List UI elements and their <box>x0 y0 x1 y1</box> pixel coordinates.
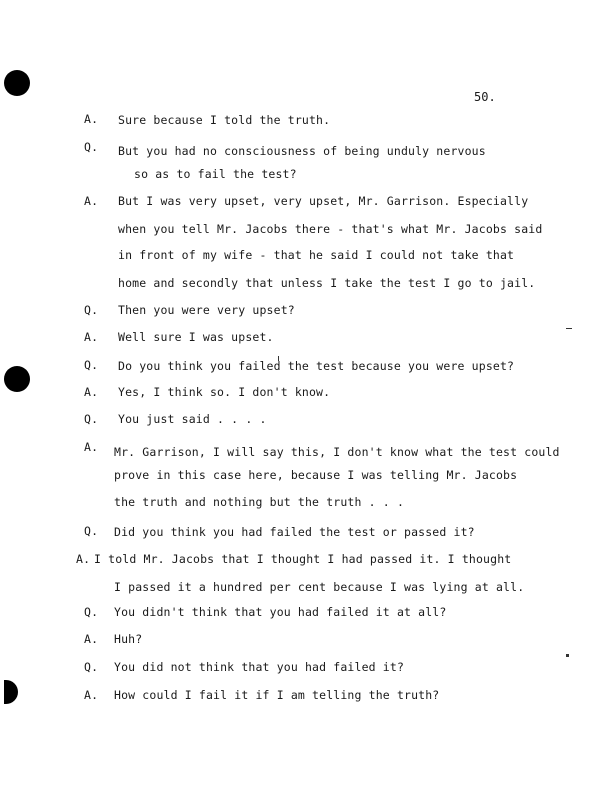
transcript-line: Do you think you failed the test because you were upset? <box>118 359 515 373</box>
speaker-label: A. <box>84 194 99 208</box>
transcript-line: prove in this case here, because I was telling Mr. Jacobs <box>114 468 518 482</box>
speaker-label: A. <box>84 440 99 454</box>
speaker-label: Q. <box>84 140 99 154</box>
speck <box>566 328 572 329</box>
transcript-line: Did you think you had failed the test or passed it? <box>114 525 475 539</box>
speaker-label: A. <box>84 385 99 399</box>
speaker-label: Q. <box>84 412 99 426</box>
transcript-line: But I was very upset, very upset, Mr. Garrison. Especially <box>118 194 529 208</box>
transcript-line: You just said . . . . <box>118 412 267 426</box>
speaker-label: Q. <box>84 524 99 538</box>
speaker-label: A. <box>76 552 91 566</box>
transcript-line: I told Mr. Jacobs that I thought I had passed it. I thought <box>94 552 512 566</box>
transcript-line: when you tell Mr. Jacobs there - that's what Mr. Jacobs said <box>118 222 543 236</box>
speaker-label: Q. <box>84 303 99 317</box>
transcript-line: Sure because I told the truth. <box>118 113 331 127</box>
transcript-line: You did not think that you had failed it? <box>114 660 405 674</box>
speaker-label: A. <box>84 688 99 702</box>
transcript-line: You didn't think that you had failed it at all? <box>114 605 447 619</box>
transcript-line: Then you were very upset? <box>118 303 295 317</box>
speaker-label: Q. <box>84 605 99 619</box>
transcript-line: How could I fail it if I am telling the truth? <box>114 688 440 702</box>
speaker-label: A. <box>84 112 99 126</box>
speaker-label: A. <box>84 330 99 344</box>
page-number: 50. <box>474 90 496 104</box>
transcript-line: home and secondly that unless I take the test I go to jail. <box>118 276 536 290</box>
transcript-line: Mr. Garrison, I will say this, I don't know what the test could <box>114 445 560 459</box>
transcript-line: I passed it a hundred per cent because I was lying at all. <box>114 580 525 594</box>
transcript-line: Huh? <box>114 632 143 646</box>
transcript-line: Yes, I think so. I don't know. <box>118 385 331 399</box>
punch-hole-bottom <box>4 680 18 704</box>
speck <box>566 654 569 657</box>
transcript-line: the truth and nothing but the truth . . . <box>114 495 405 509</box>
speaker-label: Q. <box>84 358 99 372</box>
punch-hole-middle <box>4 366 30 392</box>
transcript-line: in front of my wife - that he said I could not take that <box>118 248 515 262</box>
speaker-label: A. <box>84 632 99 646</box>
speaker-label: Q. <box>84 660 99 674</box>
transcript-line: But you had no consciousness of being unduly nervous <box>118 144 486 158</box>
transcript-line: Well sure I was upset. <box>118 330 274 344</box>
punch-hole-top <box>4 70 30 96</box>
transcript-line: so as to fail the test? <box>134 167 297 181</box>
